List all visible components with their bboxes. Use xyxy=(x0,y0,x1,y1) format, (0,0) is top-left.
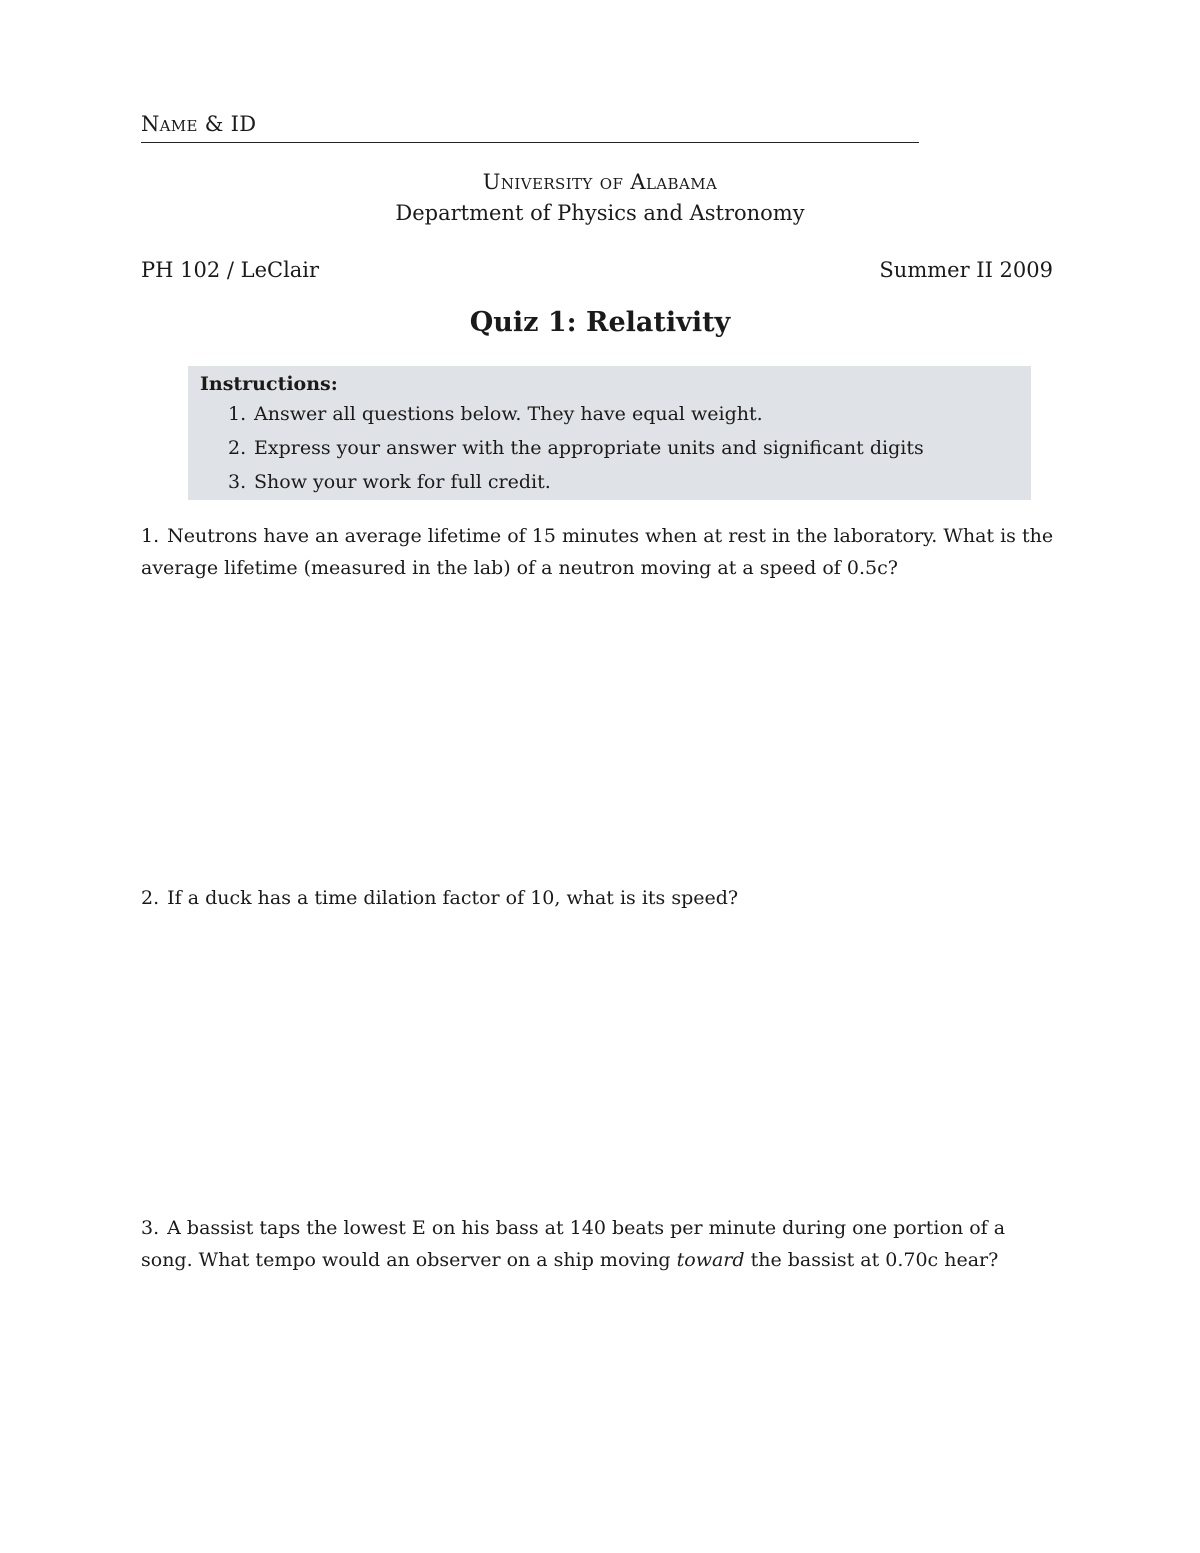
instruction-item xyxy=(200,470,1019,494)
instruction-text: Show your work for full credit. xyxy=(254,471,551,493)
question-text: If a duck has a time dilation factor of 10, what is its speed? xyxy=(167,887,739,909)
instruction-number: 2. xyxy=(228,437,247,459)
instruction-item xyxy=(200,402,1019,426)
question-text-end: the bassist at 0.70c hear? xyxy=(744,1249,999,1271)
term-label: Summer II 2009 xyxy=(879,258,1053,282)
name-id-label: Name & ID xyxy=(141,112,257,136)
answer-space-3[interactable] xyxy=(141,1285,1061,1525)
question-text: Neutrons have an average lifetime of 15 minutes when at rest in the laboratory. What is the average lifetime (measured in the lab) of a neutron moving at a speed of 0.5c? xyxy=(141,525,1054,579)
instructions-heading: Instructions: xyxy=(200,373,338,395)
instruction-number: 3. xyxy=(228,471,247,493)
instructions-list xyxy=(200,402,1019,494)
question-number: 1. xyxy=(141,525,160,547)
question-2 xyxy=(141,882,1061,914)
answer-space-1[interactable] xyxy=(141,590,1061,870)
instruction-item xyxy=(200,436,1019,460)
course-label: PH 102 / LeClair xyxy=(141,258,320,282)
instruction-text: Answer all questions below. They have equal weight. xyxy=(254,403,763,425)
question-text-start: A bassist taps the lowest E on his bass at 140 beats per minute during one portion of a song. What tempo would an observer on a ship moving xyxy=(141,1217,1006,1271)
question-1 xyxy=(141,520,1061,584)
instructions-box xyxy=(188,366,1031,500)
question-emphasis: toward xyxy=(676,1249,745,1271)
question-3 xyxy=(141,1212,1061,1276)
name-id-field[interactable] xyxy=(141,112,919,143)
instruction-text: Express your answer with the appropriate units and significant digits xyxy=(254,437,924,459)
instruction-number: 1. xyxy=(228,403,247,425)
answer-space-2[interactable] xyxy=(141,920,1061,1200)
university-name: University of Alabama xyxy=(482,170,718,194)
question-number: 3. xyxy=(141,1217,160,1239)
question-number: 2. xyxy=(141,887,160,909)
page-title: Quiz 1: Relativity xyxy=(469,307,731,338)
department-name: Department of Physics and Astronomy xyxy=(395,201,805,225)
